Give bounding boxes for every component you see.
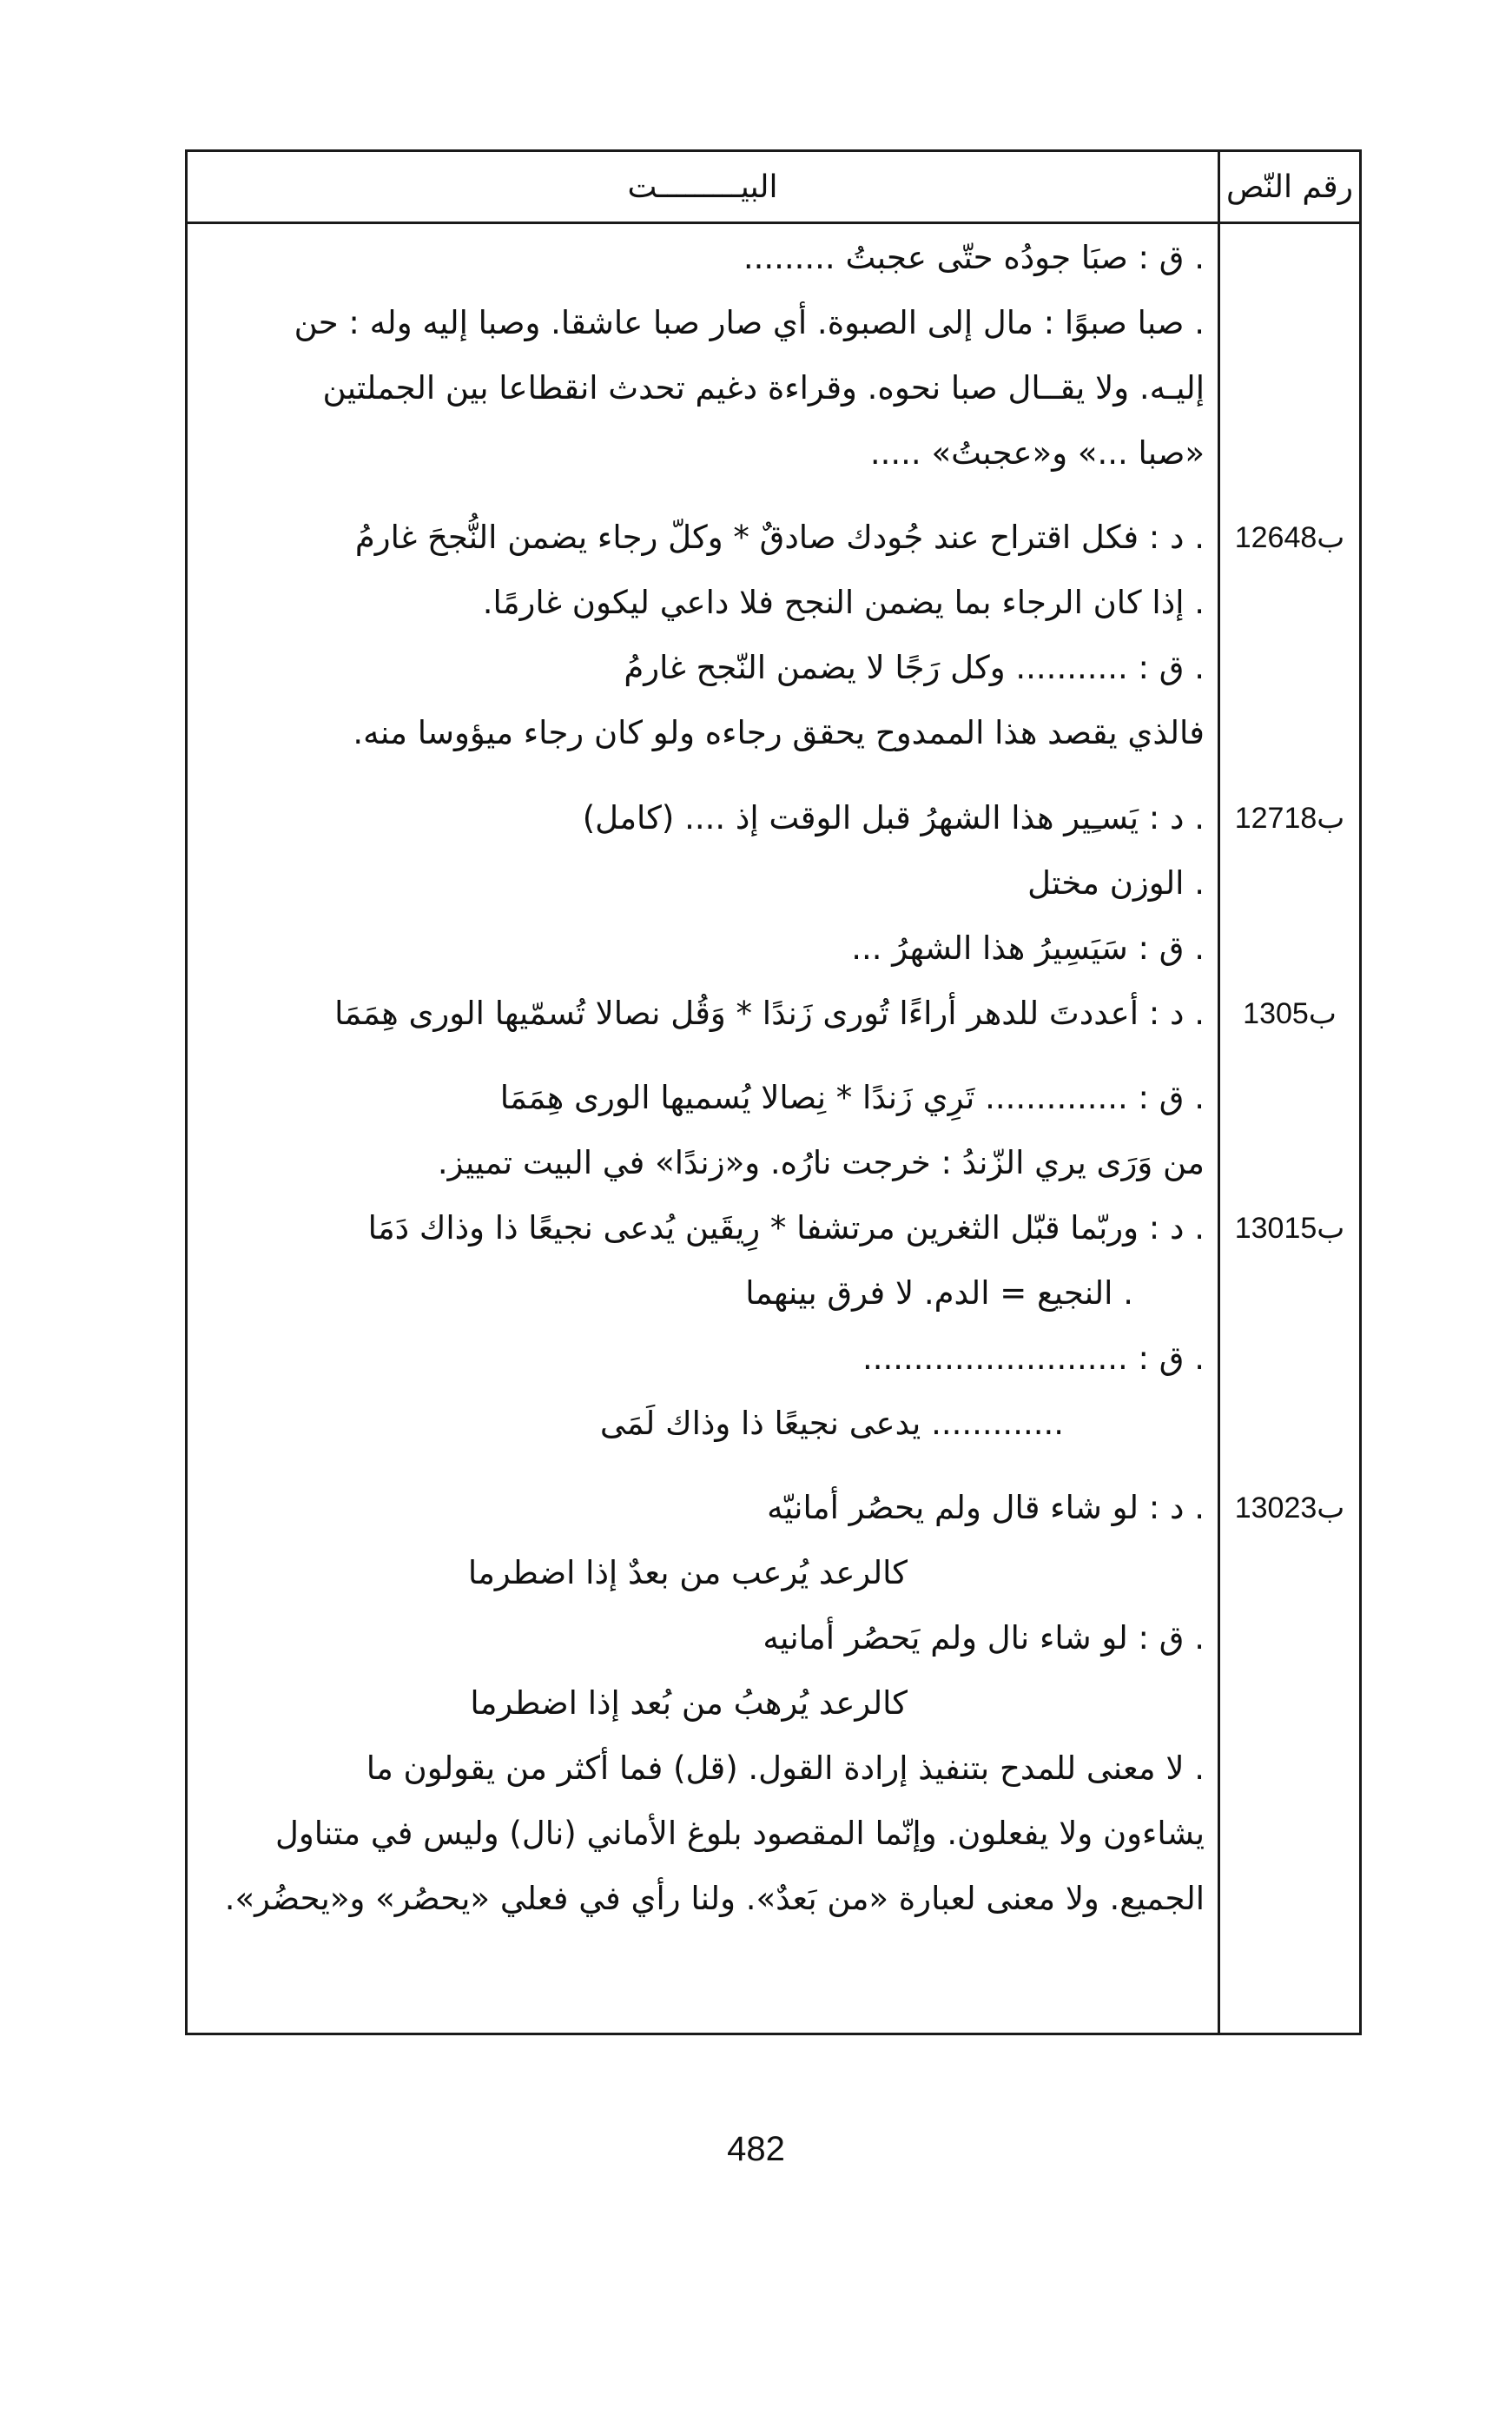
line-text: يشاءون ولا يفعلون. وإنّما المقصود بلوغ الأماني (نال) وليس في متناول: [274, 1815, 1205, 1852]
table-row: [188, 1742, 1359, 1796]
table-body: [188, 224, 1359, 2033]
line-text: ............. يدعى نجيعًا ذا وذاك لَمَى: [599, 1405, 1064, 1442]
table-row: [188, 856, 1359, 910]
line-text: إليـه. ولا يقــال صبا نحوه. وقراءة دغيم تحدث انقطاعا بين الجملتين: [322, 369, 1205, 407]
header-bayt: البيـــــــــت: [627, 169, 778, 205]
line-text: . ق : ........... وكل رَجًا لا يضمن النّجح غارمُ: [624, 649, 1205, 686]
table-row: [188, 922, 1359, 976]
line-text: . لا معنى للمدح بتنفيذ إرادة القول. (قل) فما أكثر من يقولون ما: [366, 1749, 1205, 1787]
line-text: الجميع. ولا معنى لعبارة «من بَعدٌ». ولنا رأي في فعلي «يحصُر» و«يحضُر».: [224, 1880, 1205, 1917]
table-row: [188, 1872, 1359, 1926]
table-row: [188, 1546, 1359, 1600]
line-text: . د : لو شاء قال ولم يحصُر أمانيّه: [767, 1489, 1205, 1526]
line-text: . د : أعددتَ للدهر أراءًا تُورى زَندًا * وَقُل نصالا تُسمّيها الورى هِمَمَا: [334, 995, 1205, 1032]
line-text: . ق : سَيَسِيرُ هذا الشهرُ ...: [851, 929, 1205, 967]
table-row: [188, 1677, 1359, 1730]
table-row: [188, 1267, 1359, 1320]
text-number: 130ب23: [1234, 1491, 1345, 1524]
line-text: . ق : لو شاء نال ولم يَحصُر أمانيه: [763, 1619, 1205, 1657]
line-text: . د : يَسـِير هذا الشهرُ قبل الوقت إذ .... (كامل): [582, 799, 1205, 837]
line-text: . النجيع = الدم. لا فرق بينهما: [745, 1274, 1133, 1312]
table-row: [188, 987, 1359, 1041]
line-text: . الوزن مختل: [1027, 864, 1205, 902]
line-text: . إذا كان الرجاء بما يضمن النجح فلا داعي ليكون غارمًا.: [482, 584, 1205, 621]
table-header: [188, 152, 1359, 224]
table-frame: [185, 149, 1362, 2035]
text-number: 126ب48: [1234, 521, 1345, 554]
table-row: [188, 296, 1359, 350]
table-row: [188, 1481, 1359, 1535]
table-row: [188, 1201, 1359, 1255]
line-text: من وَرَى يري الزّندُ : خرجت نارُه. و«زندًا» في البيت تمييز.: [437, 1144, 1205, 1181]
line-text: . د : وربّما قبّل الثغرين مرتشفا * رِيقَين يُدعى نجيعًا ذا وذاك دَمَا: [367, 1209, 1205, 1247]
line-text: كالرعد يُرهبُ من بُعد إذا اضطرما: [470, 1684, 908, 1722]
text-number: 127ب18: [1234, 802, 1345, 835]
line-text: . صبا صبوًا : مال إلى الصبوة. أي صار صبا عاشقا. وصبا إليه وله : حن: [294, 304, 1205, 341]
line-text: . ق : ..........................: [862, 1339, 1205, 1377]
line-text: . ق : .............. تَرِي زَندًا * نِصالا يُسميها الورى هِمَمَا: [499, 1079, 1205, 1116]
table-row: [188, 1611, 1359, 1665]
line-text: فالذي يقصد هذا الممدوح يحقق رجاءه ولو كان رجاء ميؤوسا منه.: [353, 714, 1205, 751]
table-row: [188, 791, 1359, 845]
text-number: 130ب15: [1234, 1212, 1345, 1245]
table-row: [188, 1136, 1359, 1190]
table-row: [188, 1332, 1359, 1386]
table-row: [188, 231, 1359, 285]
table-row: [188, 361, 1359, 415]
line-text: «صبا ...» و«عجبتُ» .....: [869, 434, 1205, 472]
line-text: كالرعد يُرعب من بعدٌ إذا اضطرما: [467, 1554, 908, 1591]
text-number: 130ب5: [1243, 997, 1337, 1030]
table-row: [188, 511, 1359, 565]
table-row: [188, 576, 1359, 630]
table-row: [188, 1071, 1359, 1125]
table-row: [188, 427, 1359, 480]
table-row: [188, 1807, 1359, 1861]
table-row: [188, 641, 1359, 695]
line-text: . د : فكل اقتراح عند جُودك صادقٌ * وكلّ رجاء يضمن النُّجحَ غارمُ: [354, 519, 1205, 556]
page-number: 482: [727, 2130, 785, 2168]
table-row: [188, 1397, 1359, 1451]
table-row: [188, 706, 1359, 760]
header-text-number: رقم النّص: [1226, 169, 1353, 205]
line-text: . ق : صبَا جودُه حتّى عجبتُ .........: [743, 239, 1205, 276]
